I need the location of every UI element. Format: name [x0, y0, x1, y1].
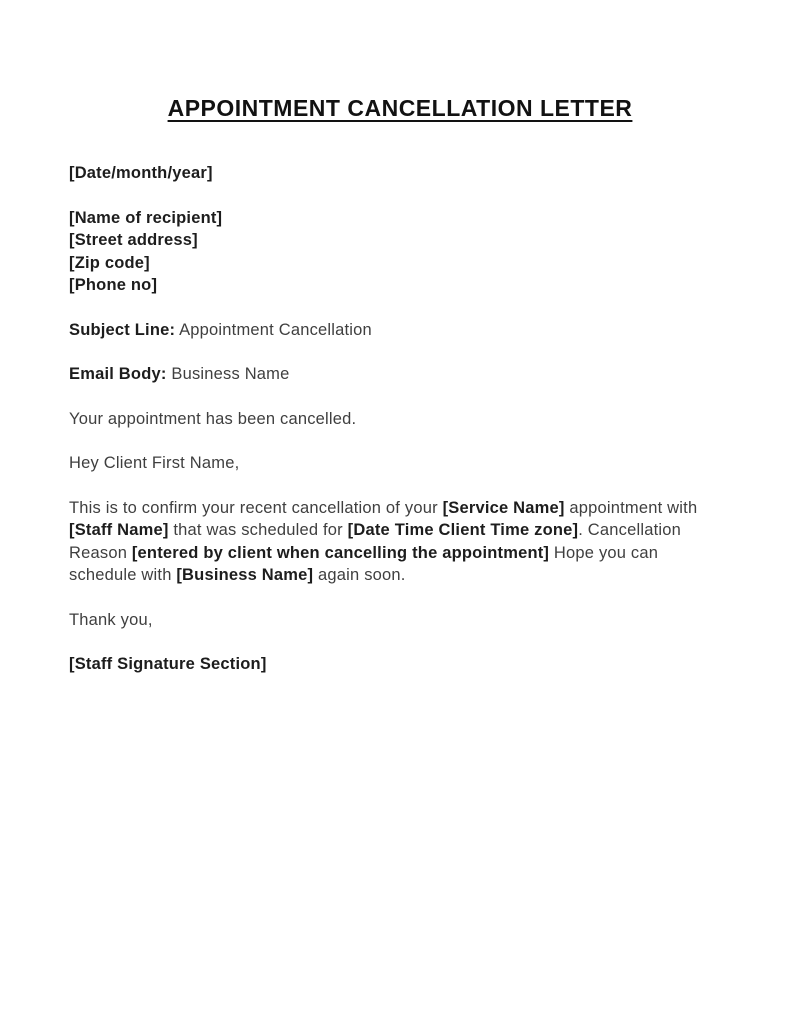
email-body-value: Business Name: [171, 365, 290, 383]
paragraph-text: . Cancellation Reason: [69, 521, 681, 562]
placeholder-token: [Date Time Client Time zone]: [347, 521, 579, 539]
placeholder-token: [Staff Name]: [69, 521, 169, 539]
zip-code-placeholder: [Zip code]: [69, 253, 150, 272]
greeting-line: Hey Client First Name,: [69, 454, 240, 472]
letter-title: APPOINTMENT CANCELLATION LETTER: [167, 95, 633, 121]
placeholder-token: [Service Name]: [442, 498, 565, 517]
closing-line: Thank you,: [69, 610, 153, 629]
paragraph-text: that was scheduled for: [168, 521, 348, 539]
subject-line-value: Appointment Cancellation: [179, 320, 372, 339]
placeholder-token: [entered by client when cancelling the appointment]: [131, 543, 550, 562]
recipient-name-placeholder: [Name of recipient]: [69, 208, 223, 227]
phone-no-placeholder: [Phone no]: [69, 276, 158, 294]
recipient-address-block: [69, 207, 731, 297]
subject-line-label: Subject Line:: [69, 320, 176, 339]
placeholder-token: [Business Name]: [176, 566, 314, 584]
date-placeholder: [Date/month/year]: [69, 164, 213, 182]
paragraph-text: This is to confirm your recent cancellation of your: [69, 498, 443, 517]
street-address-placeholder: [Street address]: [69, 231, 198, 249]
email-body-label: Email Body:: [69, 365, 167, 383]
email-body-line: [69, 363, 709, 386]
paragraph-text: Hope you can schedule with: [69, 543, 659, 584]
staff-signature-placeholder: [Staff Signature Section]: [69, 655, 267, 673]
main-paragraph: [69, 497, 709, 587]
subject-line: [69, 319, 709, 342]
paragraph-text: again soon.: [313, 566, 406, 584]
paragraph-text: appointment with: [564, 498, 698, 517]
status-line: Your appointment has been cancelled.: [69, 409, 357, 428]
